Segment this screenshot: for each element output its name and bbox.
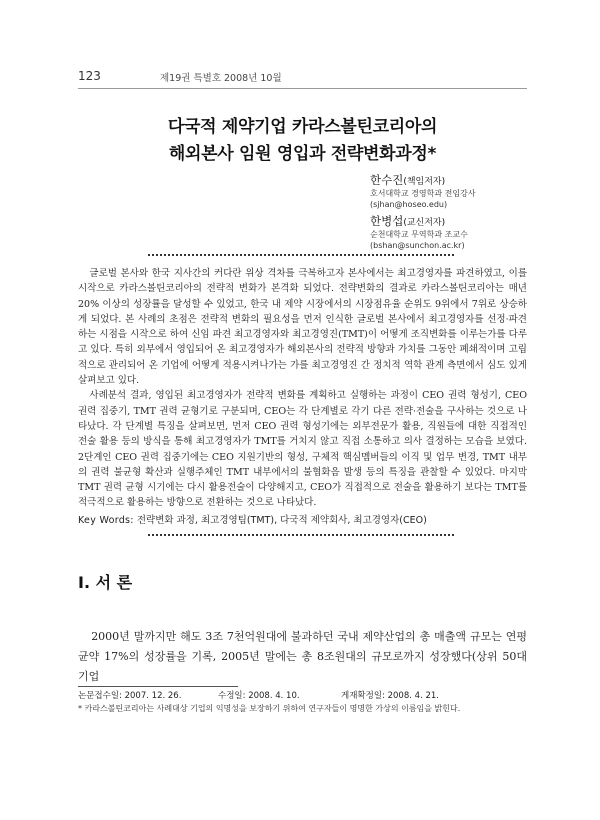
author-2-name: 한병섭 (370, 214, 404, 228)
title-line-1: 다국적 제약기업 카라스볼틴코리아의 (167, 117, 438, 137)
keywords (78, 512, 527, 526)
footnote-rule (78, 686, 238, 687)
author-2-email[interactable]: (bshan@sunchon.ac.kr) (370, 241, 465, 250)
author-2-role: (교신저자) (403, 218, 446, 228)
keywords-text: 전략변화 과정, 최고경영팀(TMT), 다국적 제약회사, 최고경영자(CEO) (136, 515, 427, 526)
paper-title (78, 114, 527, 168)
keywords-label: Key Words: (78, 515, 134, 526)
author-1-name-line (370, 172, 476, 188)
journal-info: 제19권 특별호 2008년 10월 (160, 73, 282, 84)
page-number: 123 (78, 69, 101, 83)
abstract (78, 266, 527, 511)
revised-date: 수정일: 2008. 4. 10. (218, 691, 300, 701)
author-2 (370, 213, 468, 251)
body-text (78, 627, 527, 687)
author-1-email[interactable]: (sjhan@hoseo.edu) (370, 200, 448, 209)
received-date: 논문접수일: 2007. 12. 26. (78, 691, 182, 701)
header-rule (78, 88, 527, 89)
author-1-role: (책임저자) (403, 177, 446, 187)
abstract-paragraph-1: 글로벌 본사와 한국 지사간의 커다란 위상 격차를 극복하고자 본사에서는 최고경영자를 파견하였고, 이를 시작으로 카라스볼틴코리아의 전략적 변화가 본격화 되었다. 전략변화의 결과로 카라스볼틴코리아는 매년 20% 이상의 성장률을 달성할 수 있었고, 한국 내 제약 시장에서의 시장점유율 순위도 9위에서 7위로 상승하게 되었다. 본 사례의 초점은 전략적 변화의 필요성을 먼저 인식한 글로벌 본사에서 최고경영자를 선정·파견하는 시점을 시작으로 하여 신임 파견 최고경영자와 최고경영진(TMT)이 어떻게 조직변화를 이루는가를 다루고 있다. 특히 외부에서 영입되어 온 최고경영자가 해외본사의 전략적 방향과 가치를 그동안 폐쇄적이며 고립적으로 관리되어 온 기업에 어떻게 적용시켜나가는 가를 최고경영진 간 정치적 역학 관계 측면에서 심도 있게 살펴보고 있다. (78, 268, 527, 387)
author-2-name-line (370, 213, 468, 229)
body-paragraph-1: 2000년 말까지만 해도 3조 7천억원대에 불과하던 국내 제약산업의 총 매출액 규모는 연평균약 17%의 성장률을 기록, 2005년 말에는 총 8조원대의 규모로까지 성장했다(상위 50대 기업 (78, 630, 527, 683)
abstract-paragraph-2: 사례분석 결과, 영입된 최고경영자가 전략적 변화를 계획하고 실행하는 과정이 CEO 권력 형성기, CEO 권력 집중기, TMT 권력 균형기로 구분되며, CEO는 각 단계별로 각기 다른 전략·전술을 구사하는 것으로 나타났다. 각 단계별 특징을 살펴보면, 먼저 CEO 권력 형성기에는 외부전문가 활용, 직원들에 대한 직접적인 전술 활용 등의 방식을 통해 최고경영자가 TMT를 거치지 않고 직접 소통하고 의사 결정하는 모습을 보였다. 2단계인 CEO 권력 집중기에는 CEO 지원기반의 형성, 구체적 핵심멤버들의 이직 및 업무 변경, TMT 내부의 권력 불균형 확산과 실행주체인 TMT 내부에서의 불협화음 발생 등의 특징을 관찰할 수 있었다. 마지막 TMT 권력 균형 시기에는 다시 활용전술이 다양해지고, CEO가 직접적으로 전술을 활용하기 보다는 TMT를 적극적으로 활용하는 방향으로 전환하는 것으로 나타났다. (78, 390, 527, 509)
abstract-top-divider (148, 254, 454, 256)
title-line-2: 해외본사 임원 영입과 전략변화과정* (168, 144, 437, 164)
author-1-affiliation: 호서대학교 경영학과 전임강사 (370, 189, 476, 198)
section-title: Ⅰ. 서 론 (78, 573, 133, 592)
abstract-bottom-divider (148, 534, 454, 536)
footnote: * 카라스볼틴코리아는 사례대상 기업의 익명성을 보장하기 위하여 연구자들이 명명한 가상의 이름임을 밝힌다. (78, 704, 461, 713)
author-1 (370, 172, 476, 210)
accepted-date: 게재확정일: 2008. 4. 21. (341, 691, 439, 701)
author-2-affiliation: 순천대학교 무역학과 조교수 (370, 230, 468, 239)
author-1-name: 한수진 (370, 173, 404, 187)
